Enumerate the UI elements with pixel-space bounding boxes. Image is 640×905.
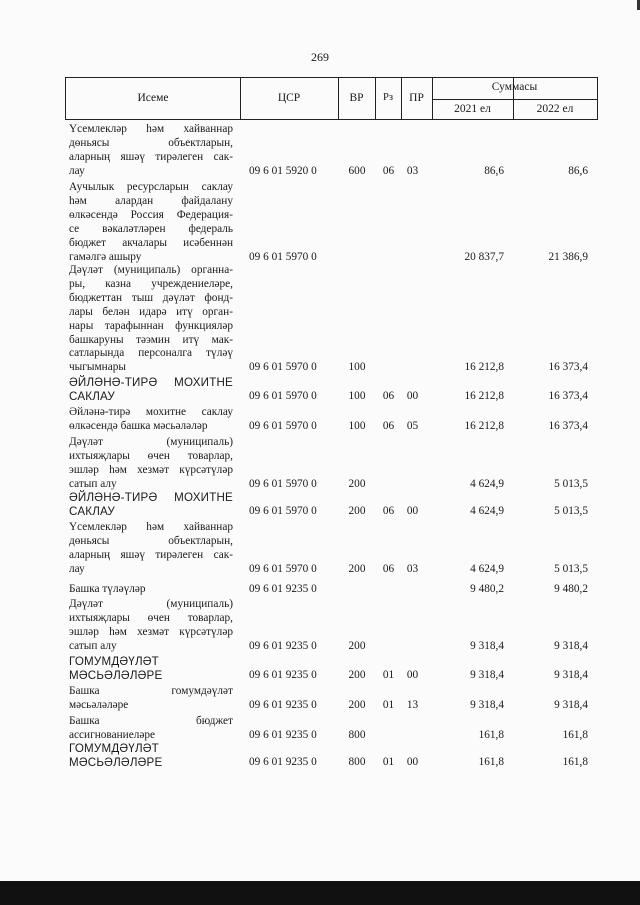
cell-csr: 09 6 01 5970 0 <box>249 389 317 402</box>
cell-csr: 09 6 01 5970 0 <box>249 562 317 575</box>
row-name-line: аларның яшәү тирәлеген сак- <box>69 548 233 561</box>
cell-vr: 200 <box>348 504 366 517</box>
cell-y2021: 4 624,9 <box>470 477 504 490</box>
cell-csr: 09 6 01 9235 0 <box>249 583 317 595</box>
row-name <box>69 123 233 179</box>
row-name <box>69 715 233 743</box>
row-name-line: Үсемлекләр һәм хайваннар <box>69 521 233 533</box>
col-header-vr: ВР <box>349 92 364 104</box>
row-name <box>69 491 233 519</box>
cell-vr: 100 <box>348 419 366 432</box>
row-name-line: чыгымнары <box>69 361 126 374</box>
cell-vr: 800 <box>348 728 366 741</box>
cell-y2022: 9 480,2 <box>554 583 588 595</box>
cell-pr: 00 <box>406 755 419 768</box>
cell-y2021: 20 837,7 <box>464 250 504 263</box>
row-name-line: лау <box>69 562 85 575</box>
row-name-line: лары белән идарә итү орган- <box>69 305 233 318</box>
cell-csr: 09 6 01 9235 0 <box>249 728 317 741</box>
cell-csr: 09 6 01 5970 0 <box>249 361 317 374</box>
cell-y2021: 9 318,4 <box>470 639 504 652</box>
cell-rz: 01 <box>382 755 395 768</box>
row-name-line: аларның яшәү тирәлеген сак- <box>69 150 233 163</box>
cell-y2022: 16 373,4 <box>548 389 588 402</box>
cell-y2022: 5 013,5 <box>554 562 588 575</box>
row-name-line: САКЛАУ <box>69 504 116 518</box>
cell-csr: 09 6 01 9235 0 <box>249 639 317 652</box>
row-name-line: ихтыяҗлары өчен товарлар, <box>69 611 233 624</box>
row-name-line: ӘЙЛӘНӘ-ТИРӘ МОХИТНЕ <box>69 376 233 389</box>
row-name-line: Башка гомумдәүләт <box>69 685 233 697</box>
row-name-line: МӘСЬӘЛӘЛӘРЕ <box>69 755 163 769</box>
cell-vr: 200 <box>348 639 366 652</box>
row-name-line: Дәүләт (муниципаль) органна- <box>69 264 233 276</box>
row-name-line: ры, казна учреждениеләре, <box>69 277 233 290</box>
cell-vr: 100 <box>348 389 366 402</box>
cell-y2022: 5 013,5 <box>554 504 588 517</box>
cell-y2021: 9 318,4 <box>470 698 504 711</box>
col-header-csr: ЦСР <box>277 92 301 104</box>
row-name-line: бюджеттан тыш дәүләт фонд- <box>69 291 233 304</box>
cell-y2022: 9 318,4 <box>554 639 588 652</box>
cell-y2022: 16 373,4 <box>548 361 588 374</box>
cell-y2022: 21 386,9 <box>548 250 588 263</box>
row-name-line: гамәлгә ашыру <box>69 250 142 263</box>
cell-rz: 01 <box>382 668 395 681</box>
row-name-line: лау <box>69 164 85 177</box>
cell-rz: 06 <box>382 164 395 177</box>
cell-y2021: 9 480,2 <box>470 583 504 595</box>
row-name-line: ассигнованиеләре <box>69 728 156 741</box>
cell-y2021: 9 318,4 <box>470 668 504 681</box>
row-name-line: САКЛАУ <box>69 389 116 403</box>
row-name-line: өлкәсендә Россия Федерация- <box>69 208 233 221</box>
cell-y2021: 16 212,8 <box>464 389 504 402</box>
row-name-line: сатларында персоналга түләү <box>69 347 233 360</box>
row-name-line: дөньясы объектларын, <box>69 534 233 547</box>
scan-bottom-edge <box>0 881 640 905</box>
col-header-name: Исеме <box>137 92 169 104</box>
row-name-line: нары тарафыннан функцияләр <box>69 319 233 332</box>
row-name <box>69 598 233 654</box>
row-name <box>69 436 233 492</box>
cell-rz: 06 <box>382 389 395 402</box>
row-name-line: дөньясы объектларын, <box>69 136 233 149</box>
row-name-line: эшләр һәм хезмәт күрсәтүләр <box>69 463 233 476</box>
row-name-line: сатып алу <box>69 639 117 652</box>
row-name-line: башкаруны тәэмин итү мак- <box>69 333 233 346</box>
cell-y2022: 161,8 <box>562 728 588 741</box>
cell-pr: 03 <box>406 562 419 575</box>
page-number: 269 <box>311 50 329 64</box>
cell-csr: 09 6 01 9235 0 <box>249 755 317 768</box>
row-name-line: Әйләнә-тирә мохитне саклау <box>69 406 233 418</box>
row-name-line: се вәкаләтләрен федераль <box>69 222 233 235</box>
cell-vr: 200 <box>348 477 366 490</box>
table-header <box>65 77 598 120</box>
cell-vr: 100 <box>348 361 366 374</box>
cell-pr: 00 <box>406 389 419 402</box>
row-name-line: Аучылык ресурсларын саклау <box>69 181 233 193</box>
row-name-line: өлкәсендә башка мәсьәләләр <box>69 419 208 432</box>
row-name-line: Үсемлекләр һәм хайваннар <box>69 123 233 135</box>
cell-y2022: 9 318,4 <box>554 698 588 711</box>
row-name <box>69 406 233 434</box>
cell-rz: 06 <box>382 562 395 575</box>
row-name <box>69 376 233 404</box>
cell-y2021: 161,8 <box>478 755 504 768</box>
cell-pr: 00 <box>406 504 419 517</box>
cell-pr: 00 <box>406 668 419 681</box>
cell-rz: 06 <box>382 419 395 432</box>
row-name-line: мәсьәләләре <box>69 698 129 711</box>
cell-rz: 01 <box>382 698 395 711</box>
col-header-rz: Рз <box>383 92 393 103</box>
cell-y2022: 161,8 <box>562 755 588 768</box>
row-name-line: ГОМУМДӘҮЛӘТ <box>69 655 159 668</box>
row-name <box>69 583 233 597</box>
cell-y2021: 16 212,8 <box>464 361 504 374</box>
cell-vr: 200 <box>348 668 366 681</box>
cell-y2022: 9 318,4 <box>554 668 588 681</box>
cell-csr: 09 6 01 5970 0 <box>249 504 317 517</box>
cell-y2022: 16 373,4 <box>548 419 588 432</box>
cell-csr: 09 6 01 9235 0 <box>249 698 317 711</box>
cell-y2021: 16 212,8 <box>464 419 504 432</box>
row-name <box>69 181 233 264</box>
row-name <box>69 685 233 713</box>
row-name-line: ГОМУМДӘҮЛӘТ <box>69 742 159 755</box>
row-name-line: МӘСЬӘЛӘЛӘРЕ <box>69 668 163 682</box>
row-name-line: Башка түләүләр <box>69 583 146 595</box>
row-name <box>69 655 233 683</box>
row-name-line: эшләр һәм хезмәт күрсәтүләр <box>69 625 233 638</box>
row-name-line: сатып алу <box>69 477 117 490</box>
row-name <box>69 264 233 375</box>
row-name-line: бюджет акчалары исәбеннән <box>69 236 233 249</box>
row-name <box>69 521 233 577</box>
col-header-sums: Суммасы <box>491 81 538 93</box>
cell-y2021: 4 624,9 <box>470 562 504 575</box>
row-name-line: һәм алардан файдалану <box>69 194 233 207</box>
row-name-line: ихтыяҗлары өчен товарлар, <box>69 449 233 462</box>
cell-vr: 600 <box>348 164 366 177</box>
cell-rz: 06 <box>382 504 395 517</box>
cell-csr: 09 6 01 5970 0 <box>249 419 317 432</box>
cell-y2021: 86,6 <box>484 164 504 177</box>
cell-y2021: 4 624,9 <box>470 504 504 517</box>
cell-y2022: 86,6 <box>568 164 588 177</box>
row-name-line: Башка бюджет <box>69 715 233 727</box>
cell-pr: 05 <box>406 419 419 432</box>
cell-csr: 09 6 01 9235 0 <box>249 668 317 681</box>
cell-y2021: 161,8 <box>478 728 504 741</box>
cell-csr: 09 6 01 5920 0 <box>249 164 317 177</box>
col-header-pr: ПР <box>409 92 424 104</box>
col-header-2021: 2021 ел <box>454 103 491 115</box>
col-header-2022: 2022 ел <box>536 103 574 115</box>
row-name-line: Дәүләт (муниципаль) <box>69 436 233 448</box>
cell-pr: 13 <box>406 698 419 711</box>
row-name-line: Дәүләт (муниципаль) <box>69 598 233 610</box>
cell-vr: 800 <box>348 755 366 768</box>
row-name <box>69 742 233 770</box>
cell-pr: 03 <box>406 164 419 177</box>
row-name-line: ӘЙЛӘНӘ-ТИРӘ МОХИТНЕ <box>69 491 233 504</box>
cell-y2022: 5 013,5 <box>554 477 588 490</box>
cell-vr: 200 <box>348 698 366 711</box>
cell-vr: 200 <box>348 562 366 575</box>
cell-csr: 09 6 01 5970 0 <box>249 250 317 263</box>
cell-csr: 09 6 01 5970 0 <box>249 477 317 490</box>
